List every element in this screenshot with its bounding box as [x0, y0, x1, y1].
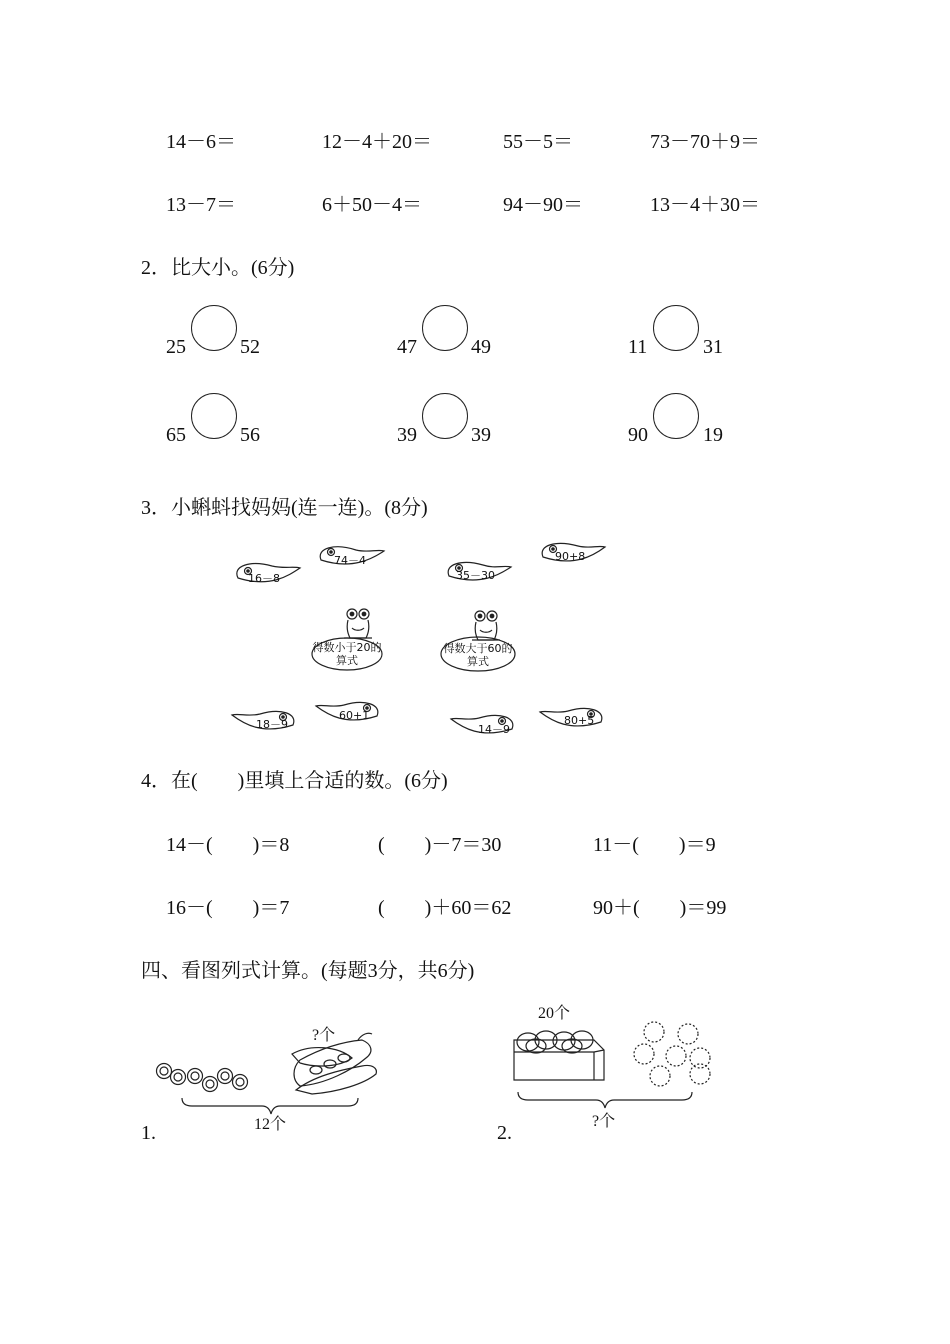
- p2-number: 2.: [497, 1122, 512, 1144]
- tadpole-label-6: 60+1: [339, 709, 370, 722]
- compare-right-2: 49: [471, 336, 491, 358]
- fill-2-1: 16－( )＝7: [166, 897, 290, 919]
- p2-top-label: 20个: [538, 1005, 571, 1022]
- tadpole-label-2: 74－4: [334, 554, 366, 567]
- frog-label-greater-than-60: 得数大于60的算式: [443, 642, 513, 668]
- q3-title: 3．小蝌蚪找妈妈(连一连)。(8分): [141, 497, 428, 519]
- compare-left-6: 90: [628, 424, 648, 446]
- peas-icon: [157, 1064, 248, 1092]
- p1-number: 1.: [141, 1122, 156, 1144]
- tadpole-label-1: 16－8: [248, 572, 280, 585]
- brace-12: [182, 1098, 358, 1114]
- section4-title: 四、看图列式计算。(每题3分，共6分): [141, 960, 475, 982]
- compare-left-3: 11: [628, 336, 648, 358]
- tadpole-label-3: 35－30: [456, 569, 495, 582]
- fill-1-3: 11－( )＝9: [593, 834, 716, 856]
- compare-right-3: 31: [703, 336, 723, 358]
- q2-title: 2．比大小。(6分): [141, 257, 295, 279]
- balls-icon: [634, 1022, 710, 1086]
- compare-right-4: 56: [240, 424, 260, 446]
- tadpole-label-7: 14－9: [478, 723, 510, 736]
- box-icon: [514, 1031, 604, 1080]
- p1-top-label: ?个: [312, 1027, 336, 1044]
- frog-label-less-than-20: 得数小于20的算式: [312, 641, 382, 667]
- compare-right-5: 39: [471, 424, 491, 446]
- compare-left-1: 25: [166, 336, 186, 358]
- calc-2-2: 6＋50－4＝: [322, 194, 422, 216]
- calc-2-4: 13－4＋30＝: [650, 194, 760, 216]
- fill-1-2: ( )－7＝30: [378, 834, 502, 856]
- fill-1-1: 14－( )＝8: [166, 834, 290, 856]
- calc-1-2: 12－4＋20＝: [322, 131, 432, 153]
- calc-2-3: 94－90＝: [503, 194, 583, 216]
- compare-right-1: 52: [240, 336, 260, 358]
- fill-2-2: ( )＋60＝62: [378, 897, 512, 919]
- fill-2-3: 90＋( )＝99: [593, 897, 727, 919]
- compare-right-6: 19: [703, 424, 723, 446]
- q4-title: 4．在( )里填上合适的数。(6分): [141, 770, 448, 792]
- calc-1-3: 55－5＝: [503, 131, 573, 153]
- calc-1-4: 73－70＋9＝: [650, 131, 760, 153]
- tadpole-label-4: 90+8: [555, 550, 586, 563]
- brace-unknown: [518, 1092, 692, 1108]
- compare-left-2: 47: [397, 336, 417, 358]
- p2-bottom-label: ?个: [592, 1113, 616, 1130]
- tadpole-label-5: 18－9: [256, 718, 288, 731]
- p1-bottom-label: 12个: [254, 1116, 287, 1133]
- tadpole-label-8: 80+5: [564, 714, 595, 727]
- compare-left-5: 39: [397, 424, 417, 446]
- compare-left-4: 65: [166, 424, 186, 446]
- calc-1-1: 14－6＝: [166, 131, 236, 153]
- calc-2-1: 13－7＝: [166, 194, 236, 216]
